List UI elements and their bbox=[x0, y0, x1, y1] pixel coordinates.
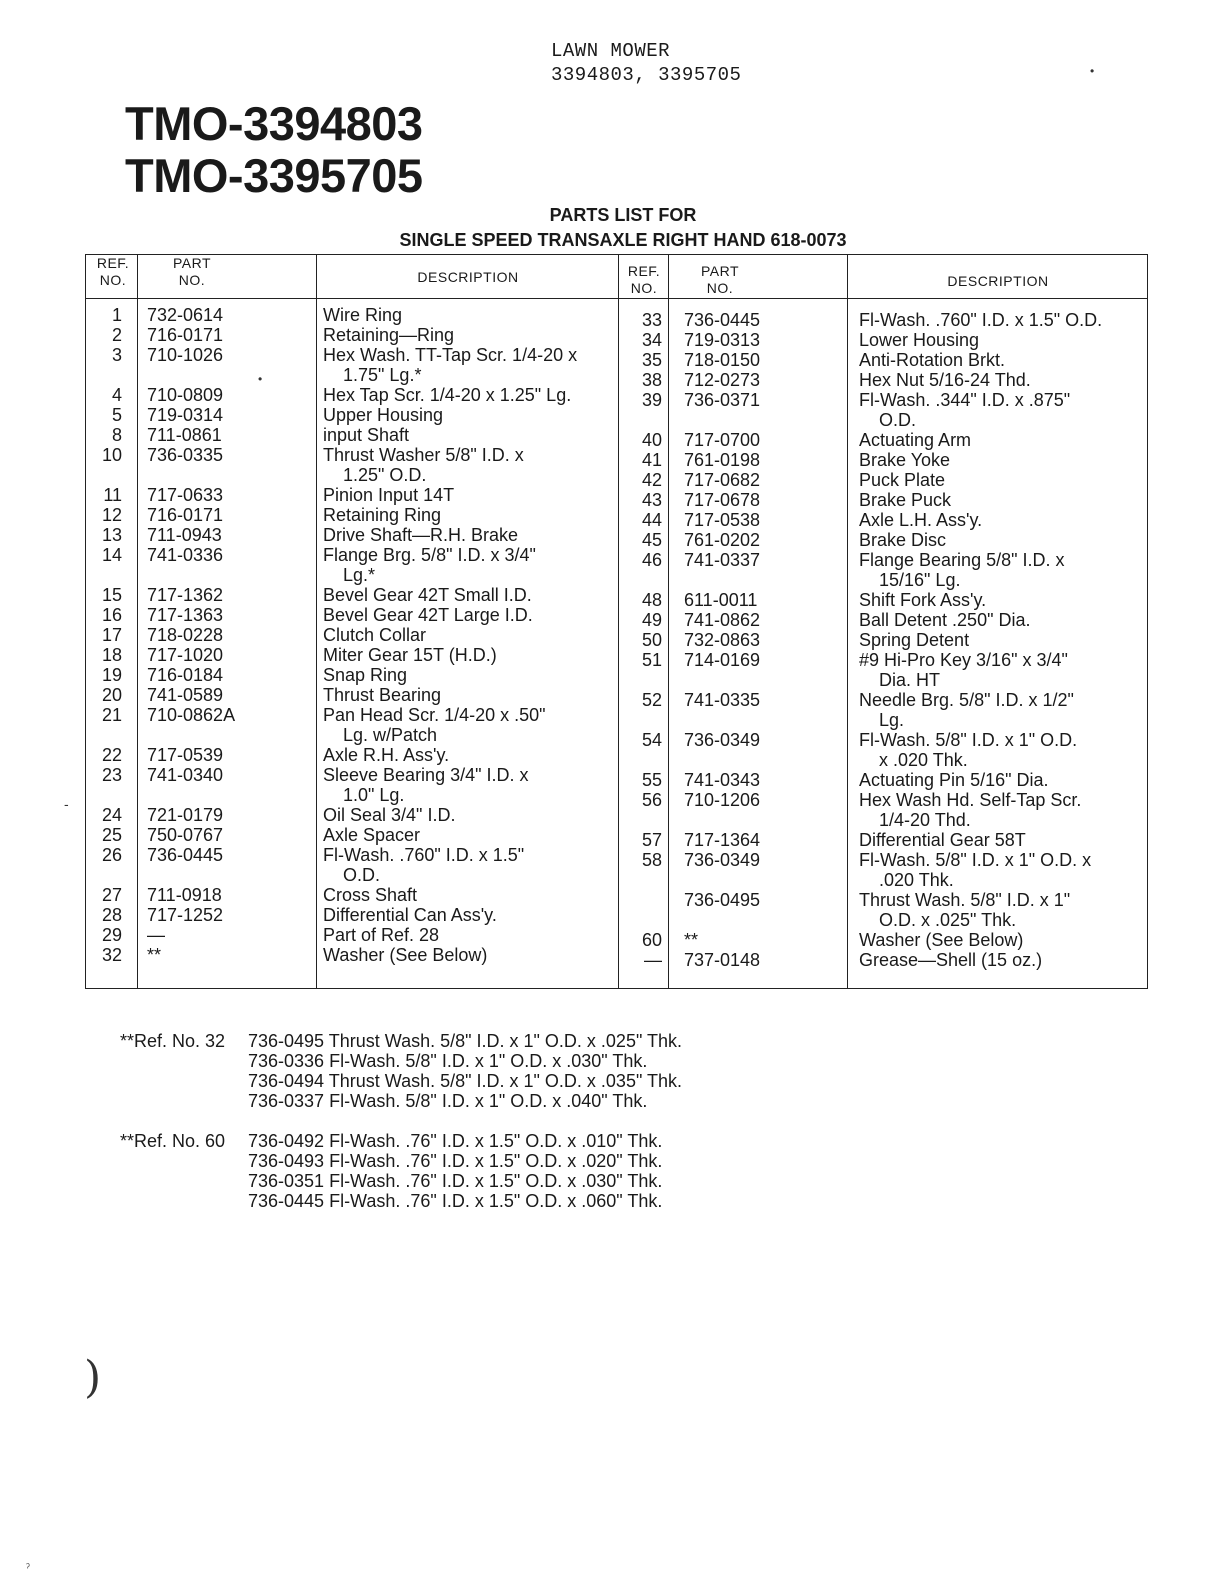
right-ref-no: 45 bbox=[641, 530, 662, 550]
right-description: Brake Puck bbox=[859, 490, 952, 510]
right-ref-no: 34 bbox=[641, 330, 662, 350]
right-part-no: 710-1206 bbox=[684, 790, 761, 810]
left-ref-no: 3 bbox=[111, 345, 122, 365]
right-description: Axle L.H. Ass'y. bbox=[859, 510, 983, 530]
right-description: Flange Bearing 5/8" I.D. x bbox=[859, 550, 1065, 570]
left-description: Axle R.H. Ass'y. bbox=[323, 745, 450, 765]
left-ref-no: 28 bbox=[101, 905, 122, 925]
right-description: Lg. bbox=[879, 710, 905, 730]
left-ref-no: 25 bbox=[101, 825, 122, 845]
right-ref-no: — bbox=[644, 950, 662, 970]
header-description: DESCRIPTION bbox=[417, 269, 519, 285]
left-description: Axle Spacer bbox=[323, 825, 421, 845]
left-ref-no: 2 bbox=[111, 325, 122, 345]
left-ref-no: 23 bbox=[101, 765, 122, 785]
left-part-no: 717-1362 bbox=[147, 585, 224, 605]
right-description: Spring Detent bbox=[859, 630, 970, 650]
left-description: Wire Ring bbox=[323, 305, 403, 325]
left-description: Miter Gear 15T (H.D.) bbox=[323, 645, 497, 665]
right-ref-no: 57 bbox=[641, 830, 662, 850]
left-part-no: 711-0943 bbox=[147, 525, 222, 545]
left-part-no: 710-1026 bbox=[147, 345, 224, 365]
left-description: Retaining Ring bbox=[323, 505, 442, 525]
left-ref-no: 19 bbox=[101, 665, 122, 685]
left-ref-no: 13 bbox=[101, 525, 122, 545]
left-description: Part of Ref. 28 bbox=[323, 925, 440, 945]
left-part-no: 716-0184 bbox=[147, 665, 224, 685]
right-part-no: 719-0313 bbox=[684, 330, 761, 350]
model-title-2: TMO-3395705 bbox=[125, 149, 423, 202]
left-description: 1.0" Lg. bbox=[343, 785, 405, 805]
model-title-1: TMO-3394803 bbox=[125, 97, 423, 150]
right-description: 15/16" Lg. bbox=[879, 570, 961, 590]
left-part-no: 711-0861 bbox=[147, 425, 222, 445]
left-ref-no: 26 bbox=[101, 845, 122, 865]
right-ref-no: 52 bbox=[641, 690, 662, 710]
left-description: Fl-Wash. .760" I.D. x 1.5" bbox=[323, 845, 525, 865]
right-part-no: 761-0198 bbox=[684, 450, 761, 470]
left-ref-no: 16 bbox=[101, 605, 122, 625]
left-description: Washer (See Below) bbox=[323, 945, 488, 965]
header-part-no-right: PART NO. bbox=[700, 263, 740, 296]
left-description: O.D. bbox=[343, 865, 381, 885]
right-description: Brake Yoke bbox=[859, 450, 951, 470]
left-part-no: — bbox=[147, 925, 165, 945]
right-ref-no: 50 bbox=[641, 630, 662, 650]
left-part-no: 710-0862A bbox=[147, 705, 236, 725]
right-ref-no: 33 bbox=[641, 310, 662, 330]
right-description: Anti-Rotation Brkt. bbox=[859, 350, 1006, 370]
left-ref-no: 10 bbox=[101, 445, 122, 465]
left-ref-no: 22 bbox=[101, 745, 122, 765]
right-description: O.D. x .025" Thk. bbox=[879, 910, 1017, 930]
scan-bracket-mark: ) bbox=[84, 1352, 102, 1403]
right-part-no: 717-0538 bbox=[684, 510, 761, 530]
left-ref-no: 18 bbox=[101, 645, 122, 665]
left-ref-no: 5 bbox=[111, 405, 122, 425]
right-ref-no: 38 bbox=[641, 370, 662, 390]
left-description: Upper Housing bbox=[323, 405, 444, 425]
left-part-no: 719-0314 bbox=[147, 405, 224, 425]
right-ref-no: 35 bbox=[641, 350, 662, 370]
footnote-line: 736-0492 Fl-Wash. .76" I.D. x 1.5" O.D. x .010" Thk. bbox=[248, 1131, 663, 1151]
left-ref-no: 1 bbox=[111, 305, 122, 325]
right-part-no: 717-0700 bbox=[684, 430, 761, 450]
left-part-no: 741-0336 bbox=[147, 545, 224, 565]
left-ref-no: 32 bbox=[101, 945, 122, 965]
left-part-no: 741-0589 bbox=[147, 685, 224, 705]
left-description: Lg.* bbox=[343, 565, 376, 585]
right-part-no: 717-0682 bbox=[684, 470, 761, 490]
right-part-no: 736-0349 bbox=[684, 730, 761, 750]
left-ref-no: 12 bbox=[101, 505, 122, 525]
left-ref-no: 29 bbox=[101, 925, 122, 945]
right-description: O.D. bbox=[879, 410, 917, 430]
right-part-no: 712-0273 bbox=[684, 370, 761, 390]
right-ref-no: 42 bbox=[641, 470, 662, 490]
header-ref-no: REF. NO. bbox=[96, 255, 130, 288]
right-ref-no: 58 bbox=[641, 850, 662, 870]
footnote-label: **Ref. No. 32 bbox=[120, 1031, 226, 1051]
header-divider bbox=[86, 298, 1147, 299]
left-ref-no: 4 bbox=[111, 385, 122, 405]
left-description: Hex Tap Scr. 1/4-20 x 1.25" Lg. bbox=[323, 385, 572, 405]
right-ref-no: 51 bbox=[641, 650, 662, 670]
left-part-no: 741-0340 bbox=[147, 765, 224, 785]
column-divider bbox=[137, 255, 138, 988]
left-ref-no: 20 bbox=[101, 685, 122, 705]
footnote-line: 736-0495 Thrust Wash. 5/8" I.D. x 1" O.D. x .025" Thk. bbox=[248, 1031, 683, 1051]
right-ref-no: 40 bbox=[641, 430, 662, 450]
left-part-no: 717-0633 bbox=[147, 485, 224, 505]
right-part-no: 717-0678 bbox=[684, 490, 761, 510]
right-part-no: 736-0349 bbox=[684, 850, 761, 870]
right-ref-no: 44 bbox=[641, 510, 662, 530]
left-description: Bevel Gear 42T Small I.D. bbox=[323, 585, 532, 605]
parts-list-subtitle: SINGLE SPEED TRANSAXLE RIGHT HAND 618-0073 bbox=[399, 230, 847, 250]
right-ref-no: 60 bbox=[641, 930, 662, 950]
right-part-no: 741-0335 bbox=[684, 690, 761, 710]
right-description: Lower Housing bbox=[859, 330, 980, 350]
column-divider bbox=[316, 255, 317, 988]
right-part-no: ** bbox=[684, 930, 699, 950]
footnote-line: 736-0445 Fl-Wash. .76" I.D. x 1.5" O.D. x .060" Thk. bbox=[248, 1191, 663, 1211]
left-description: Lg. w/Patch bbox=[343, 725, 438, 745]
left-part-no: 736-0335 bbox=[147, 445, 224, 465]
right-ref-no: 46 bbox=[641, 550, 662, 570]
footnote-line: 736-0351 Fl-Wash. .76" I.D. x 1.5" O.D. x .030" Thk. bbox=[248, 1171, 663, 1191]
left-ref-no: 11 bbox=[103, 485, 122, 505]
left-ref-no: 21 bbox=[101, 705, 122, 725]
left-part-no: 750-0767 bbox=[147, 825, 224, 845]
right-description: 1/4-20 Thd. bbox=[879, 810, 971, 830]
header-part-no: PART NO. bbox=[172, 255, 212, 288]
right-description: Shift Fork Ass'y. bbox=[859, 590, 987, 610]
right-description: #9 Hi-Pro Key 3/16" x 3/4" bbox=[859, 650, 1068, 670]
right-part-no: 611-0011 bbox=[684, 590, 758, 610]
right-ref-no: 39 bbox=[641, 390, 662, 410]
column-divider bbox=[668, 255, 669, 988]
right-part-no: 741-0343 bbox=[684, 770, 761, 790]
right-ref-no: 48 bbox=[641, 590, 662, 610]
footnote-label: **Ref. No. 60 bbox=[120, 1131, 226, 1151]
left-part-no: 710-0809 bbox=[147, 385, 224, 405]
margin-dash: - bbox=[64, 796, 69, 812]
column-divider bbox=[847, 255, 848, 988]
header-model-numbers: 3394803, 3395705 bbox=[551, 64, 742, 86]
left-description: Bevel Gear 42T Large I.D. bbox=[323, 605, 533, 625]
left-ref-no: 15 bbox=[101, 585, 122, 605]
left-part-no: 721-0179 bbox=[147, 805, 224, 825]
parts-table bbox=[85, 254, 1148, 989]
right-ref-no: 55 bbox=[641, 770, 662, 790]
right-description: Brake Disc bbox=[859, 530, 947, 550]
scan-speck: • bbox=[258, 372, 263, 386]
left-part-no: 717-0539 bbox=[147, 745, 224, 765]
left-ref-no: 27 bbox=[101, 885, 122, 905]
left-description: Flange Brg. 5/8" I.D. x 3/4" bbox=[323, 545, 536, 565]
right-description: Puck Plate bbox=[859, 470, 946, 490]
left-part-no: 716-0171 bbox=[147, 325, 224, 345]
left-description: Clutch Collar bbox=[323, 625, 427, 645]
right-description: Fl-Wash. 5/8" I.D. x 1" O.D. bbox=[859, 730, 1078, 750]
left-description: Sleeve Bearing 3/4" I.D. x bbox=[323, 765, 529, 785]
left-description: Cross Shaft bbox=[323, 885, 418, 905]
left-description: Thrust Bearing bbox=[323, 685, 442, 705]
header-ref-no-right: REF. NO. bbox=[627, 263, 661, 296]
left-part-no: 736-0445 bbox=[147, 845, 224, 865]
right-description: Fl-Wash. .760" I.D. x 1.5" O.D. bbox=[859, 310, 1103, 330]
left-description: 1.25" O.D. bbox=[343, 465, 427, 485]
parts-list-title: PARTS LIST FOR bbox=[549, 205, 697, 225]
column-divider bbox=[618, 255, 619, 988]
right-part-no: 714-0169 bbox=[684, 650, 761, 670]
left-ref-no: 8 bbox=[111, 425, 122, 445]
right-description: Hex Wash Hd. Self-Tap Scr. bbox=[859, 790, 1082, 810]
right-description: Ball Detent .250" Dia. bbox=[859, 610, 1031, 630]
left-ref-no: 14 bbox=[101, 545, 122, 565]
right-part-no: 736-0445 bbox=[684, 310, 761, 330]
right-description: Dia. HT bbox=[879, 670, 941, 690]
right-description: Actuating Pin 5/16" Dia. bbox=[859, 770, 1049, 790]
right-part-no: 761-0202 bbox=[684, 530, 761, 550]
left-description: Snap Ring bbox=[323, 665, 408, 685]
left-description: input Shaft bbox=[323, 425, 410, 445]
right-part-no: 741-0862 bbox=[684, 610, 761, 630]
left-part-no: 716-0171 bbox=[147, 505, 224, 525]
right-description: Actuating Arm bbox=[859, 430, 972, 450]
right-ref-no: 56 bbox=[641, 790, 662, 810]
left-part-no: 717-1252 bbox=[147, 905, 224, 925]
header-description-right: DESCRIPTION bbox=[947, 273, 1049, 289]
header-line1: LAWN MOWER bbox=[551, 40, 671, 62]
left-part-no: 717-1020 bbox=[147, 645, 224, 665]
right-part-no: 736-0495 bbox=[684, 890, 761, 910]
left-description: Thrust Washer 5/8" I.D. x bbox=[323, 445, 524, 465]
right-ref-no: 43 bbox=[641, 490, 662, 510]
left-part-no: ** bbox=[147, 945, 162, 965]
scan-speck: ˀ bbox=[26, 1562, 30, 1574]
right-description: .020 Thk. bbox=[879, 870, 954, 890]
right-part-no: 736-0371 bbox=[684, 390, 761, 410]
footnote-line: 736-0494 Thrust Wash. 5/8" I.D. x 1" O.D. x .035" Thk. bbox=[248, 1071, 683, 1091]
left-part-no: 718-0228 bbox=[147, 625, 224, 645]
right-part-no: 732-0863 bbox=[684, 630, 761, 650]
left-description: Pan Head Scr. 1/4-20 x .50" bbox=[323, 705, 546, 725]
left-description: 1.75" Lg.* bbox=[343, 365, 422, 385]
right-part-no: 717-1364 bbox=[684, 830, 761, 850]
right-ref-no: 49 bbox=[641, 610, 662, 630]
right-description: Washer (See Below) bbox=[859, 930, 1024, 950]
left-description: Drive Shaft—R.H. Brake bbox=[323, 525, 519, 545]
left-part-no: 711-0918 bbox=[147, 885, 222, 905]
footnote-line: 736-0336 Fl-Wash. 5/8" I.D. x 1" O.D. x .030" Thk. bbox=[248, 1051, 648, 1071]
left-description: Hex Wash. TT-Tap Scr. 1/4-20 x bbox=[323, 345, 578, 365]
right-description: Fl-Wash. 5/8" I.D. x 1" O.D. x bbox=[859, 850, 1092, 870]
right-description: Hex Nut 5/16-24 Thd. bbox=[859, 370, 1031, 390]
right-description: x .020 Thk. bbox=[879, 750, 968, 770]
right-description: Grease—Shell (15 oz.) bbox=[859, 950, 1043, 970]
left-part-no: 717-1363 bbox=[147, 605, 224, 625]
left-description: Differential Can Ass'y. bbox=[323, 905, 497, 925]
right-description: Thrust Wash. 5/8" I.D. x 1" bbox=[859, 890, 1071, 910]
left-ref-no: 17 bbox=[101, 625, 122, 645]
right-description: Fl-Wash. .344" I.D. x .875" bbox=[859, 390, 1071, 410]
footnote-line: 736-0337 Fl-Wash. 5/8" I.D. x 1" O.D. x .040" Thk. bbox=[248, 1091, 648, 1111]
right-ref-no: 54 bbox=[641, 730, 662, 750]
right-description: Needle Brg. 5/8" I.D. x 1/2" bbox=[859, 690, 1074, 710]
footnote-line: 736-0493 Fl-Wash. .76" I.D. x 1.5" O.D. x .020" Thk. bbox=[248, 1151, 663, 1171]
left-ref-no: 24 bbox=[101, 805, 122, 825]
left-part-no: 732-0614 bbox=[147, 305, 224, 325]
right-part-no: 737-0148 bbox=[684, 950, 761, 970]
right-description: Differential Gear 58T bbox=[859, 830, 1026, 850]
left-description: Oil Seal 3/4" I.D. bbox=[323, 805, 456, 825]
right-part-no: 741-0337 bbox=[684, 550, 761, 570]
scan-speck: • bbox=[1090, 64, 1095, 78]
left-description: Retaining—Ring bbox=[323, 325, 455, 345]
left-description: Pinion Input 14T bbox=[323, 485, 455, 505]
right-ref-no: 41 bbox=[641, 450, 662, 470]
right-part-no: 718-0150 bbox=[684, 350, 761, 370]
